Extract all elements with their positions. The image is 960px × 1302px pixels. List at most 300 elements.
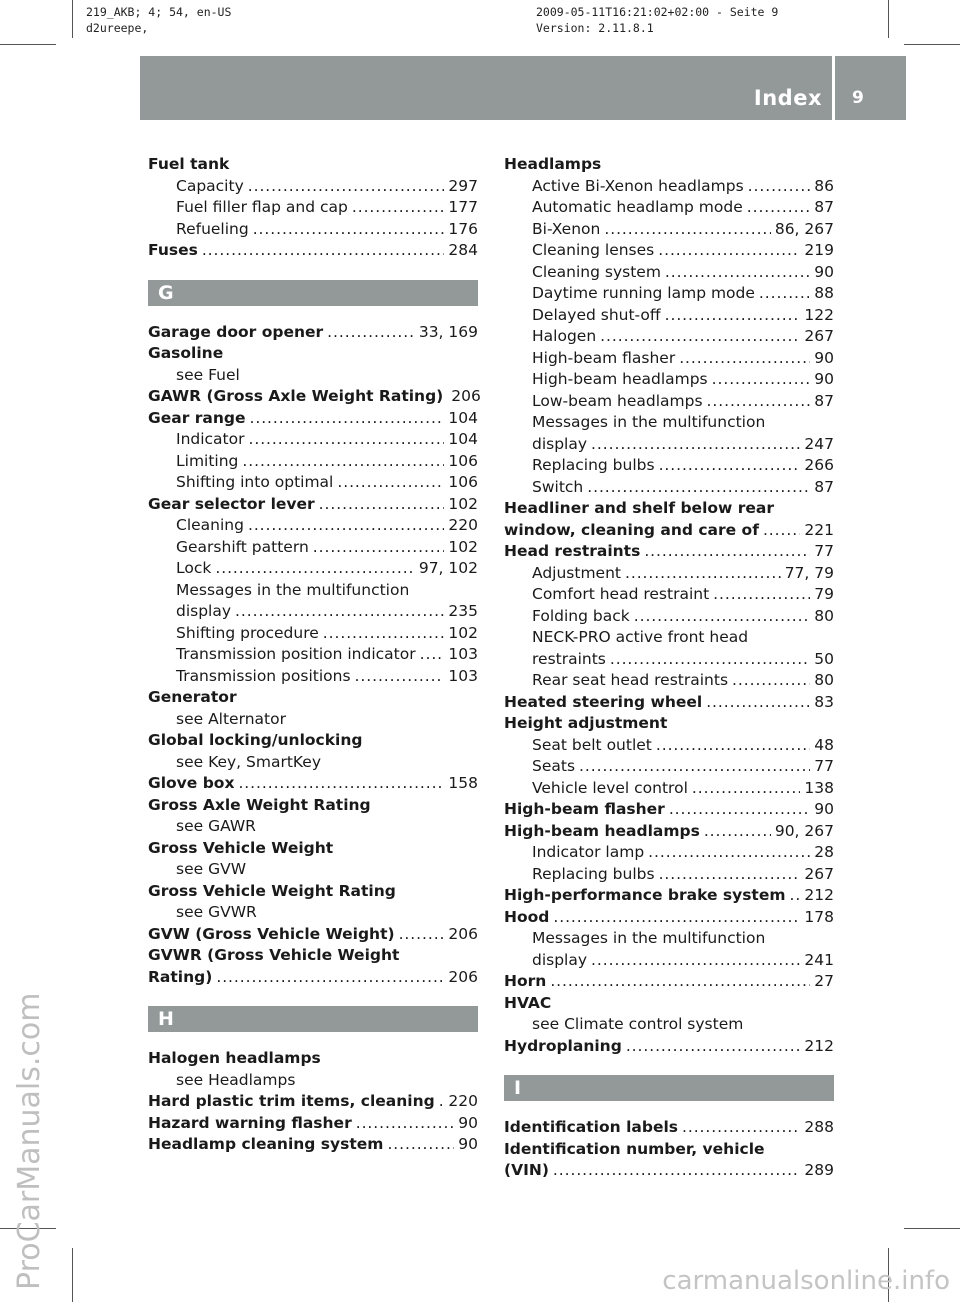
index-entry xyxy=(148,240,478,262)
dot-leader xyxy=(656,735,810,757)
entry-term: Hood xyxy=(504,907,550,926)
index-subentry xyxy=(504,563,834,585)
entry-page-ref: 138 xyxy=(804,778,834,797)
dot-leader xyxy=(242,451,444,473)
entry-page-ref: 102 xyxy=(448,623,478,642)
entry-page-ref: 86 xyxy=(814,176,834,195)
entry-term: Headlamps xyxy=(504,155,602,173)
index-subentry xyxy=(504,348,834,370)
dot-leader xyxy=(591,950,800,972)
entry-page-ref: 247 xyxy=(804,434,834,453)
entry-term: High-performance brake system xyxy=(504,886,786,904)
index-subentry xyxy=(148,537,478,559)
entry-page-ref: 212 xyxy=(804,886,834,904)
entry-term: Fuel tank xyxy=(148,155,230,173)
entry-page-ref: 206 xyxy=(451,387,481,405)
dot-leader xyxy=(253,219,445,241)
entry-page-ref: 212 xyxy=(804,1036,834,1055)
entry-term: High-beam headlamps xyxy=(532,370,708,388)
entry-page-ref: 106 xyxy=(448,451,478,470)
dot-leader xyxy=(550,971,810,993)
index-column-left xyxy=(148,154,481,1156)
entry-page-ref: 219 xyxy=(804,241,834,259)
entry-term: Identification number, vehicle xyxy=(504,1139,765,1158)
dot-leader xyxy=(323,623,445,645)
index-subentry xyxy=(148,515,478,537)
entry-term: Rear seat head restraints xyxy=(532,671,729,689)
index-section-header: H xyxy=(148,1006,478,1032)
index-subentry xyxy=(148,601,478,623)
index-subentry xyxy=(148,623,478,645)
index-subentry xyxy=(504,262,834,284)
entry-page-ref: 87 xyxy=(814,391,834,410)
entry-term: Messages in the multifunction xyxy=(532,413,766,431)
entry-page-ref: 158 xyxy=(448,774,478,792)
crop-mark xyxy=(904,1228,960,1229)
entry-page-ref: 90 xyxy=(458,1113,478,1132)
entry-page-ref: 206 xyxy=(448,967,478,986)
dot-leader xyxy=(706,692,810,714)
index-subentry xyxy=(148,580,478,602)
index-entry xyxy=(148,494,478,516)
entry-page-ref: 284 xyxy=(448,241,478,259)
index-subentry xyxy=(504,670,834,692)
header-separator xyxy=(832,56,835,120)
index-entry xyxy=(504,520,834,542)
entry-page-ref: 241 xyxy=(804,950,834,969)
entry-term: Glove box xyxy=(148,774,235,792)
index-entry xyxy=(148,945,478,967)
meta-right-line1: 2009-05-11T16:21:02+02:00 - Seite 9 xyxy=(536,5,779,19)
dot-leader xyxy=(553,907,800,929)
entry-term: Gear selector lever xyxy=(148,494,315,513)
entry-page-ref: 90 xyxy=(814,800,834,818)
entry-term: Halogen xyxy=(532,327,597,345)
page-title: Index xyxy=(753,86,822,110)
index-subentry xyxy=(504,326,834,348)
entry-term: Gross Axle Weight Rating xyxy=(148,795,371,814)
entry-term: Low-beam headlamps xyxy=(532,391,703,410)
entry-term: Replacing bulbs xyxy=(532,864,655,883)
entry-page-ref: 48 xyxy=(814,735,834,754)
entry-term: Rating) xyxy=(148,967,213,986)
index-entry xyxy=(148,967,478,989)
index-column-right xyxy=(504,154,834,1182)
dot-leader xyxy=(634,606,811,628)
index-subentry xyxy=(148,176,478,198)
dot-leader xyxy=(712,369,811,391)
index-subentry xyxy=(504,391,834,413)
index-entry xyxy=(148,881,478,903)
index-entry xyxy=(148,1113,478,1135)
dot-leader xyxy=(420,644,445,666)
entry-term: Indicator lamp xyxy=(532,843,645,861)
entry-page-ref: 104 xyxy=(448,408,478,427)
entry-term: Head restraints xyxy=(504,542,641,560)
index-subentry xyxy=(148,558,478,580)
index-entry xyxy=(148,1134,478,1156)
index-subentry xyxy=(504,950,834,972)
dot-leader xyxy=(387,1134,454,1156)
index-subentry xyxy=(148,666,478,688)
entry-term: GAWR (Gross Axle Weight Rating) xyxy=(148,387,444,405)
dot-leader xyxy=(202,240,445,262)
entry-page-ref: 88 xyxy=(814,284,834,302)
entry-term: Indicator xyxy=(176,430,245,448)
entry-page-ref: 102 xyxy=(448,537,478,556)
dot-leader xyxy=(356,1113,455,1135)
entry-page-ref: 176 xyxy=(448,219,478,238)
index-subentry xyxy=(148,451,478,473)
entry-page-ref: 221 xyxy=(804,520,834,539)
entry-page-ref: 289 xyxy=(804,1161,834,1179)
print-meta-left xyxy=(86,4,231,36)
entry-page-ref: 80 xyxy=(814,606,834,625)
entry-term: Messages in the multifunction xyxy=(532,929,766,947)
entry-term: see Fuel xyxy=(176,365,240,384)
entry-page-ref: 104 xyxy=(448,430,478,448)
index-subentry xyxy=(148,1070,478,1092)
entry-term: Heated steering wheel xyxy=(504,692,703,711)
entry-page-ref: 220 xyxy=(448,1092,478,1110)
entry-page-ref: 86, 267 xyxy=(774,219,834,238)
index-section-header: I xyxy=(504,1075,834,1101)
index-subentry xyxy=(148,365,478,387)
index-entry xyxy=(504,154,834,176)
index-subentry xyxy=(504,412,834,434)
dot-leader xyxy=(610,649,810,671)
entry-term: Adjustment xyxy=(532,563,621,582)
index-entry xyxy=(148,1091,478,1113)
index-entry xyxy=(504,541,834,563)
index-subentry xyxy=(504,477,834,499)
crop-mark xyxy=(0,44,56,45)
dot-leader xyxy=(313,537,445,559)
entry-term: Replacing bulbs xyxy=(532,456,655,474)
dot-leader xyxy=(352,197,445,219)
index-subentry xyxy=(148,902,478,924)
entry-term: GVW (Gross Vehicle Weight) xyxy=(148,924,395,943)
index-subentry xyxy=(148,644,478,666)
print-meta-right xyxy=(536,4,778,36)
entry-term: see GVWR xyxy=(176,903,257,921)
index-subentry xyxy=(504,778,834,800)
index-subentry xyxy=(148,816,478,838)
index-subentry xyxy=(504,756,834,778)
entry-term: window, cleaning and care of xyxy=(504,520,759,539)
entry-term: Cleaning xyxy=(176,516,244,534)
dot-leader xyxy=(319,494,445,516)
index-entry xyxy=(148,795,478,817)
entry-page-ref: 102 xyxy=(448,494,478,513)
index-entry xyxy=(504,885,834,907)
entry-page-ref: 87 xyxy=(814,198,834,216)
dot-leader xyxy=(238,773,444,795)
entry-term: Bi-Xenon xyxy=(532,219,601,238)
entry-page-ref: 97, 102 xyxy=(418,559,478,577)
index-subentry xyxy=(504,842,834,864)
entry-term: Halogen headlamps xyxy=(148,1049,321,1067)
entry-page-ref: 90 xyxy=(814,370,834,388)
index-entry xyxy=(504,821,834,843)
index-subentry xyxy=(148,709,478,731)
index-subentry xyxy=(504,1014,834,1036)
index-entry xyxy=(504,1117,834,1139)
entry-term: Delayed shut-off xyxy=(532,305,661,324)
entry-term: Gearshift pattern xyxy=(176,537,309,556)
crop-mark xyxy=(72,1248,73,1302)
index-subentry xyxy=(504,455,834,477)
entry-term: see GAWR xyxy=(176,817,256,835)
entry-term: Automatic headlamp mode xyxy=(532,198,743,216)
entry-page-ref: 80 xyxy=(814,671,834,689)
entry-page-ref: 178 xyxy=(804,907,834,926)
index-entry xyxy=(504,498,834,520)
dot-leader xyxy=(587,477,810,499)
entry-page-ref: 90 xyxy=(458,1135,478,1153)
entry-page-ref: 106 xyxy=(448,473,478,491)
entry-term: Horn xyxy=(504,972,547,990)
entry-page-ref: 50 xyxy=(814,649,834,668)
index-entry xyxy=(504,1160,834,1182)
entry-page-ref: 267 xyxy=(804,327,834,345)
watermark-carmanualsonline: carmanualsonline.info xyxy=(662,1266,950,1296)
entry-page-ref: 267 xyxy=(804,864,834,883)
entry-term: GVWR (Gross Vehicle Weight xyxy=(148,946,400,964)
index-subentry xyxy=(504,240,834,262)
dot-leader xyxy=(704,821,771,843)
entry-term: Gross Vehicle Weight Rating xyxy=(148,881,396,900)
dot-leader xyxy=(591,434,800,456)
entry-term: Active Bi-Xenon headlamps xyxy=(532,176,744,195)
dot-leader xyxy=(604,219,770,241)
meta-left-line2: d2ureepe, xyxy=(86,21,149,35)
entry-term: Fuses xyxy=(148,241,198,259)
dot-leader xyxy=(665,262,810,284)
index-subentry xyxy=(504,219,834,241)
entry-term: High-beam flasher xyxy=(504,800,665,818)
crop-mark xyxy=(888,0,889,38)
dot-leader xyxy=(399,924,445,946)
index-subentry xyxy=(148,219,478,241)
dot-leader xyxy=(215,558,414,580)
index-subentry xyxy=(504,369,834,391)
entry-term: Identification labels xyxy=(504,1118,678,1136)
index-entry xyxy=(148,773,478,795)
entry-term: Folding back xyxy=(532,606,630,625)
entry-page-ref: 27 xyxy=(814,972,834,990)
index-subentry xyxy=(148,429,478,451)
entry-page-ref: 122 xyxy=(804,305,834,324)
dot-leader xyxy=(327,322,415,344)
meta-right-line2: Version: 2.11.8.1 xyxy=(536,21,654,35)
index-subentry xyxy=(504,864,834,886)
index-entry xyxy=(504,713,834,735)
dot-leader xyxy=(439,1091,445,1113)
entry-term: Switch xyxy=(532,477,584,496)
entry-term: Shifting procedure xyxy=(176,623,319,642)
dot-leader xyxy=(626,1036,801,1058)
dot-leader xyxy=(235,601,444,623)
entry-term: Capacity xyxy=(176,176,244,195)
dot-leader xyxy=(763,520,800,542)
index-subentry xyxy=(504,606,834,628)
entry-page-ref: 177 xyxy=(448,198,478,216)
entry-page-ref: 266 xyxy=(804,456,834,474)
entry-term: Refueling xyxy=(176,219,249,238)
dot-leader xyxy=(692,778,801,800)
entry-term: Hydroplaning xyxy=(504,1036,622,1055)
index-entry xyxy=(148,343,478,365)
entry-term: see Headlamps xyxy=(176,1070,296,1089)
entry-term: Gear range xyxy=(148,408,246,427)
entry-term: Hazard warning flasher xyxy=(148,1113,352,1132)
entry-term: Global locking/unlocking xyxy=(148,731,363,749)
dot-leader xyxy=(679,348,810,370)
entry-term: Comfort head restraint xyxy=(532,585,710,603)
index-subentry xyxy=(504,928,834,950)
entry-page-ref: 206 xyxy=(448,924,478,943)
entry-term: Fuel filler flap and cap xyxy=(176,198,348,216)
entry-term: Daytime running lamp mode xyxy=(532,284,755,302)
entry-page-ref: 79 xyxy=(814,585,834,603)
meta-left-line1: 219_AKB; 4; 54, en-US xyxy=(86,5,232,19)
dot-leader xyxy=(600,326,800,348)
entry-term: Generator xyxy=(148,688,237,706)
dot-leader xyxy=(337,472,444,494)
dot-leader xyxy=(248,176,445,198)
dot-leader xyxy=(658,240,800,262)
index-entry xyxy=(504,1036,834,1058)
index-subentry xyxy=(504,305,834,327)
index-subentry xyxy=(504,283,834,305)
entry-term: Lock xyxy=(176,559,212,577)
entry-term: HVAC xyxy=(504,993,552,1012)
index-entry xyxy=(504,971,834,993)
entry-page-ref: 28 xyxy=(814,843,834,861)
entry-term: display xyxy=(532,434,588,453)
dot-leader xyxy=(659,455,801,477)
entry-term: NECK-PRO active front head xyxy=(532,628,749,646)
dot-leader xyxy=(732,670,810,692)
index-subentry xyxy=(504,735,834,757)
index-entry xyxy=(504,1139,834,1161)
entry-term: see GVW xyxy=(176,860,247,878)
dot-leader xyxy=(713,584,810,606)
dot-leader xyxy=(648,842,810,864)
entry-page-ref: 77 xyxy=(814,542,834,560)
entry-page-ref: 77 xyxy=(814,757,834,775)
index-subentry xyxy=(504,649,834,671)
entry-page-ref: 103 xyxy=(448,645,478,663)
dot-leader xyxy=(579,756,810,778)
dot-leader xyxy=(249,429,445,451)
dot-leader xyxy=(216,967,444,989)
dot-leader xyxy=(248,515,444,537)
entry-page-ref: 83 xyxy=(814,692,834,711)
index-entry xyxy=(504,692,834,714)
entry-term: see Alternator xyxy=(176,709,286,728)
index-entry xyxy=(148,1048,478,1070)
entry-term: Height adjustment xyxy=(504,714,668,732)
index-subentry xyxy=(504,434,834,456)
index-entry xyxy=(504,993,834,1015)
entry-term: Gross Vehicle Weight xyxy=(148,838,334,857)
index-section-header: G xyxy=(148,280,478,306)
entry-page-ref: 77, 79 xyxy=(784,563,834,582)
entry-page-ref: 235 xyxy=(448,602,478,620)
entry-term: Vehicle level control xyxy=(532,778,688,797)
entry-page-ref: 288 xyxy=(804,1118,834,1136)
entry-term: Cleaning system xyxy=(532,262,661,281)
entry-term: Transmission position indicator xyxy=(176,645,416,663)
index-entry xyxy=(148,730,478,752)
dot-leader xyxy=(747,197,811,219)
dot-leader xyxy=(249,408,444,430)
index-entry xyxy=(148,322,478,344)
entry-page-ref: 90, 267 xyxy=(774,821,834,840)
entry-term: Cleaning lenses xyxy=(532,241,655,259)
entry-term: see Climate control system xyxy=(532,1015,744,1033)
index-entry xyxy=(148,386,481,408)
index-entry xyxy=(148,687,478,709)
watermark-procarmanuals: ProCarManuals.com xyxy=(12,992,47,1290)
dot-leader xyxy=(659,864,801,886)
entry-page-ref: 220 xyxy=(448,516,478,534)
entry-term: (VIN) xyxy=(504,1161,549,1179)
entry-term: Limiting xyxy=(176,451,239,470)
dot-leader xyxy=(748,176,811,198)
index-subentry xyxy=(148,197,478,219)
dot-leader xyxy=(669,799,810,821)
entry-term: Headliner and shelf below rear xyxy=(504,499,775,517)
page-number: 9 xyxy=(852,88,864,108)
entry-term: Seats xyxy=(532,757,576,775)
entry-page-ref: 90 xyxy=(814,262,834,281)
index-entry xyxy=(504,907,834,929)
dot-leader xyxy=(790,885,801,907)
entry-term: Garage door opener xyxy=(148,322,324,341)
index-subentry xyxy=(148,752,478,774)
index-subentry xyxy=(504,627,834,649)
dot-leader xyxy=(644,541,810,563)
index-entry xyxy=(148,408,478,430)
index-subentry xyxy=(504,584,834,606)
entry-term: Headlamp cleaning system xyxy=(148,1135,384,1153)
index-entry xyxy=(148,924,478,946)
index-entry xyxy=(148,838,478,860)
entry-term: High-beam headlamps xyxy=(504,821,700,840)
entry-term: Hard plastic trim items, cleaning xyxy=(148,1092,435,1110)
index-entry xyxy=(148,154,478,176)
entry-page-ref: 33, 169 xyxy=(418,322,478,341)
index-subentry xyxy=(148,472,478,494)
dot-leader xyxy=(707,391,811,413)
dot-leader xyxy=(665,305,801,327)
dot-leader xyxy=(759,283,810,305)
entry-term: Gasoline xyxy=(148,344,224,362)
dot-leader xyxy=(553,1160,801,1182)
dot-leader xyxy=(355,666,445,688)
entry-term: see Key, SmartKey xyxy=(176,752,322,771)
index-entry xyxy=(504,799,834,821)
entry-page-ref: 297 xyxy=(448,176,478,195)
dot-leader xyxy=(682,1117,800,1139)
crop-mark xyxy=(904,44,960,45)
entry-term: Transmission positions xyxy=(176,666,351,685)
index-subentry xyxy=(148,859,478,881)
entry-term: High-beam flasher xyxy=(532,348,676,367)
